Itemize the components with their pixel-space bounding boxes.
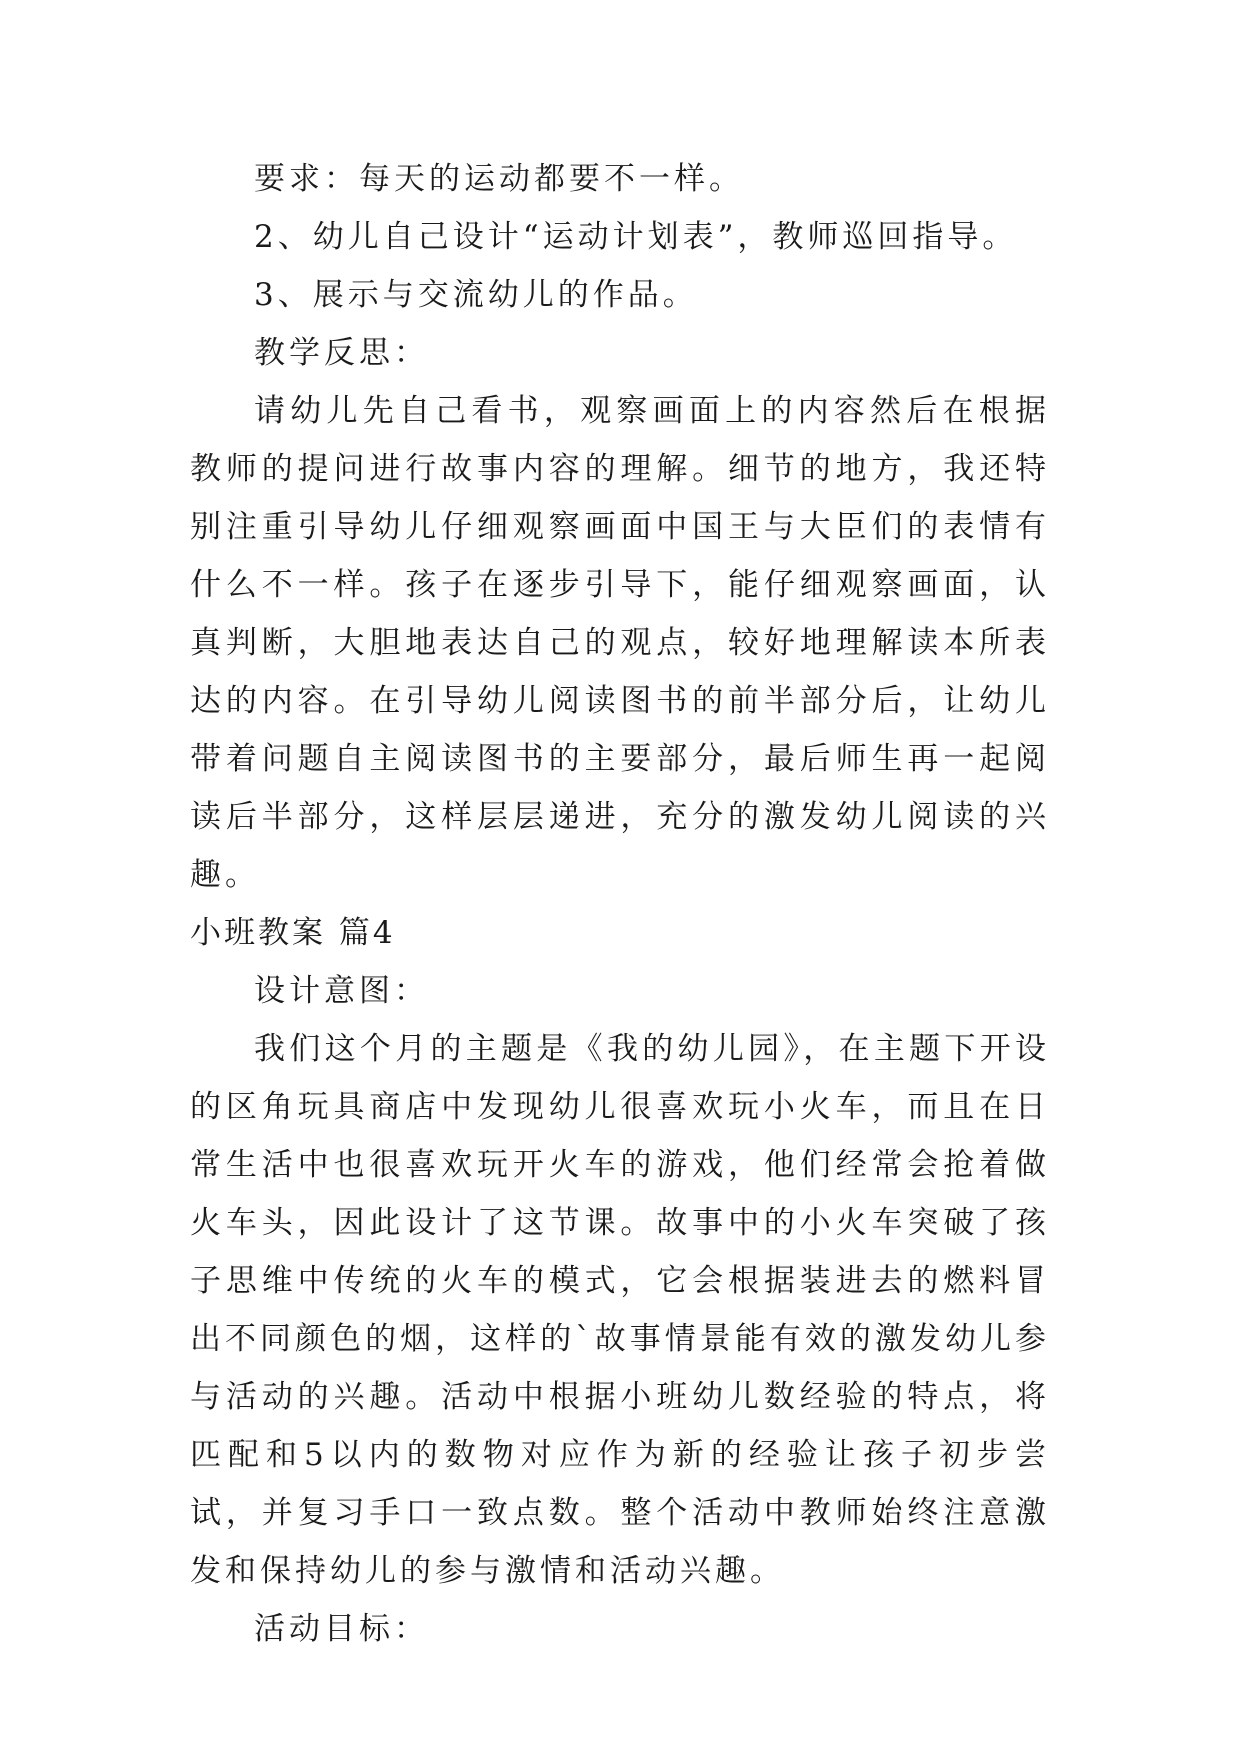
step-3-paragraph: 3、展示与交流幼儿的作品。	[254, 277, 698, 313]
reflection-paragraph: 请幼儿先自己看书，观察画面上的内容然后在根据教师的提问进行故事内容的理解。细节的地方，我还特别注重引导幼儿仔细观察画面中国王与大臣们的表情有什么不一样。孩子在逐步引导下，能仔细观察画面，认真判断，大胆地表达自己的观点，较好地理解读本所表达的内容。在引导幼儿阅读图书的前半部分后，让幼儿带着问题自主阅读图书的主要部分，最后师生再一起阅读后半部分，这样层层递进，充分的激发幼儿阅读的兴趣。	[190, 393, 1050, 893]
section-heading: 小班教案 篇4	[190, 915, 396, 951]
design-paragraph: 我们这个月的主题是《我的幼儿园》，在主题下开设的区角玩具商店中发现幼儿很喜欢玩小火车，而且在日常生活中也很喜欢玩开火车的游戏，他们经常会抢着做火车头，因此设计了这节课。故事中的小火车突破了孩子思维中传统的火车的模式，它会根据装进去的燃料冒出不同颜色的烟，这样的`故事情景能有效的激发幼儿参与活动的兴趣。活动中根据小班幼儿数经验的特点，将匹配和5以内的数物对应作为新的经验让孩子初步尝试，并复习手口一致点数。整个活动中教师始终注意激发和保持幼儿的参与激情和活动兴趣。	[190, 1031, 1050, 1589]
design-title: 设计意图：	[254, 973, 429, 1009]
requirement-paragraph: 要求：每天的运动都要不一样。	[254, 161, 744, 197]
document-body	[190, 150, 1050, 1658]
step-2-paragraph: 2、幼儿自己设计“运动计划表”，教师巡回指导。	[254, 219, 1018, 255]
goals-title: 活动目标：	[254, 1611, 429, 1647]
reflection-title: 教学反思：	[254, 335, 429, 371]
